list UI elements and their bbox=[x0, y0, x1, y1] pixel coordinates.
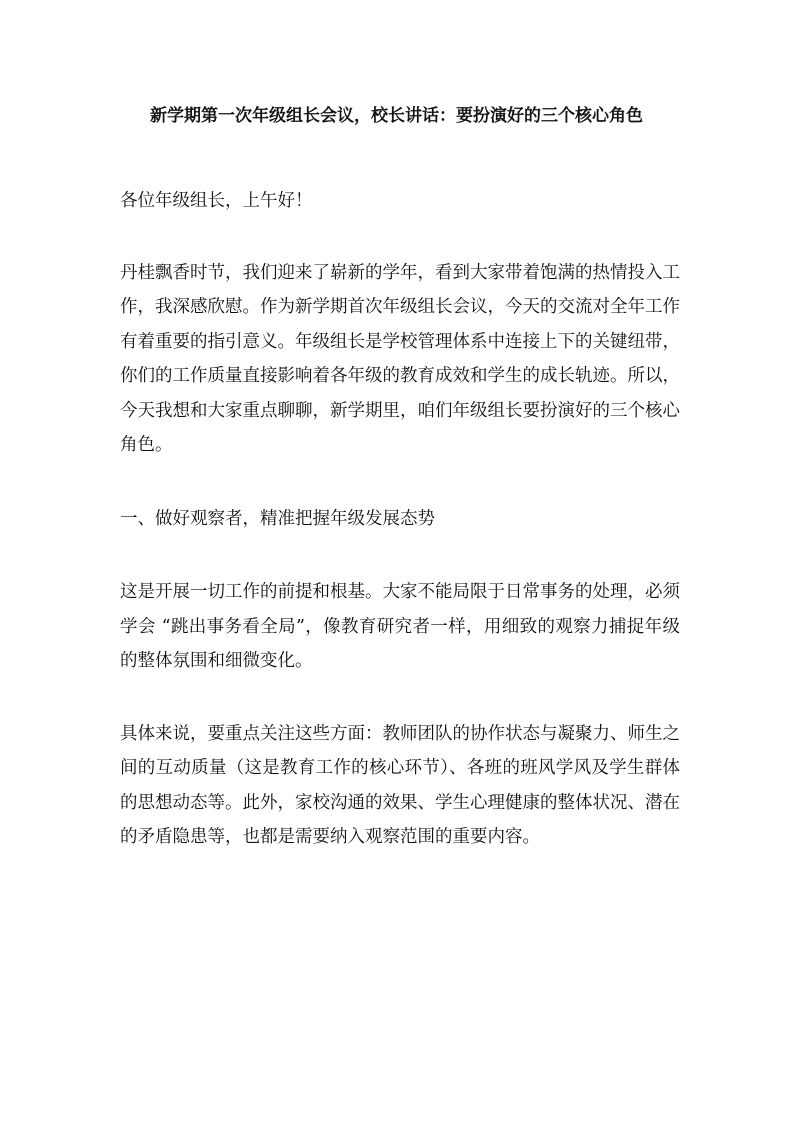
section-heading: 一、做好观察者，精准把握年级发展态势 bbox=[120, 508, 435, 529]
intro-paragraph: 丹桂飘香时节，我们迎来了崭新的学年，看到大家带着饱满的热情投入工作，我深感欣慰。作为新学期首次年级组长会议，今天的交流对全年工作有着重要的指引意义。年级组长是学校管理体系中连接上下的关键纽带，你们的工作质量直接影响着各年级的教育成效和学生的成长轨迹。所以，今天我想和大家重点聊聊，新学期里，咱们年级组长要扮演好的三个核心角色。 bbox=[120, 262, 680, 455]
greeting-paragraph: 各位年级组长，上午好！ bbox=[120, 191, 313, 211]
body-paragraph: 这是开展一切工作的前提和根基。大家不能局限于日常事务的处理，必须学会 “跳出事务看全局”，像教育研究者一样，用细致的观察力捕捉年级的整体氛围和细微变化。 bbox=[120, 582, 680, 671]
document-title: 新学期第一次年级组长会议，校长讲话：要扮演好的三个核心角色 bbox=[150, 106, 643, 126]
body-paragraph: 具体来说，要重点关注这些方面：教师团队的协作状态与凝聚力、师生之间的互动质量（这是教育工作的核心环节）、各班的班风学风及学生群体的思想动态等。此外，家校沟通的效果、学生心理健康的整体状况、潜在的矛盾隐患等，也都是需要纳入观察范围的重要内容。 bbox=[120, 723, 680, 847]
document-body bbox=[120, 184, 680, 855]
